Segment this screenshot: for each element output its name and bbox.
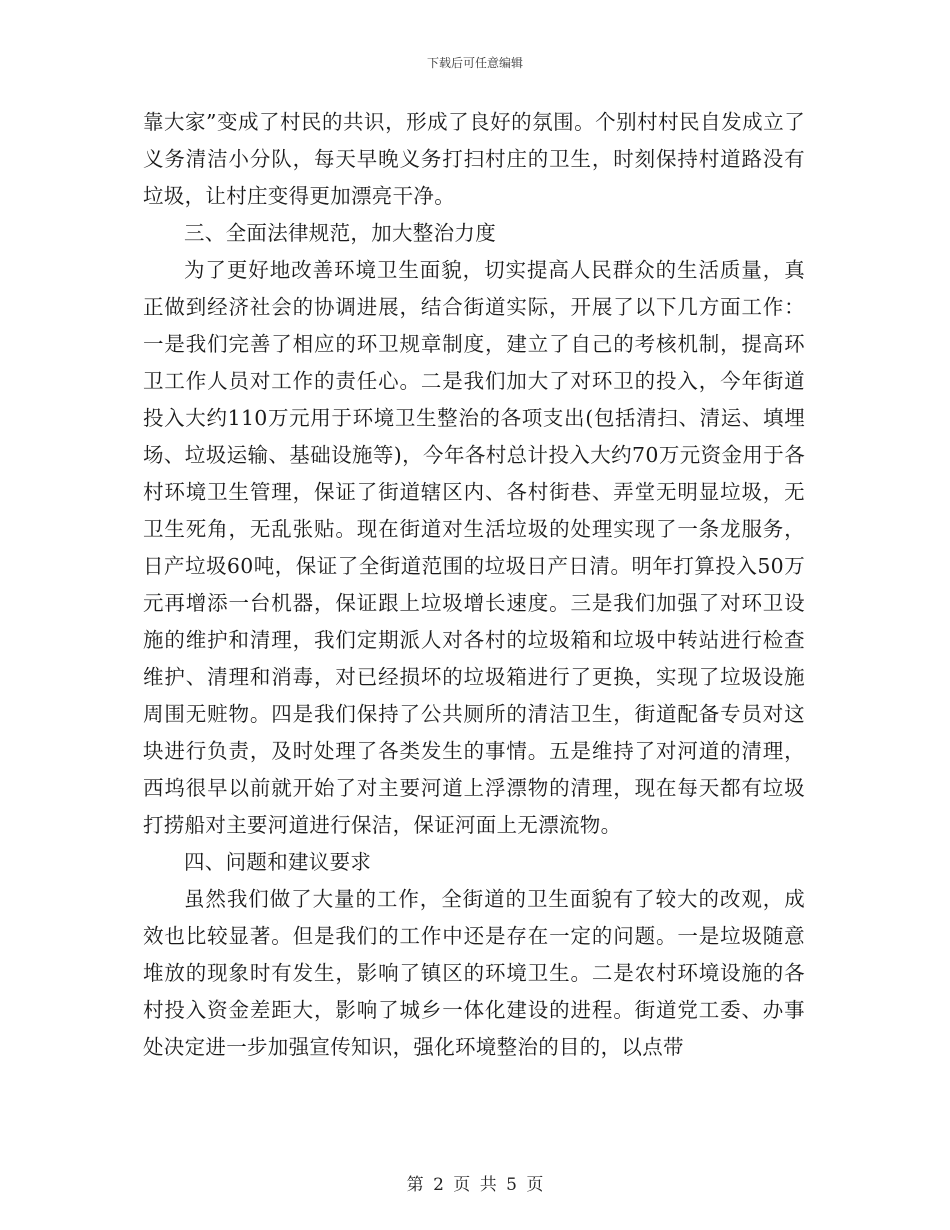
paragraph-village-consensus: 靠大家”变成了村民的共识，形成了良好的氛围。个别村村民自发成立了义务清洁小分队，每天早晚义务打扫村庄的卫生，时刻保持村道路没有垃圾，让村庄变得更加漂亮干净。 xyxy=(143,110,805,208)
paragraph-sanitation-measures: 为了更好地改善环境卫生面貌，切实提高人民群众的生活质量，真正做到经济社会的协调进展，结合街道实际，开展了以下几方面工作：一是我们完善了相应的环卫规章制度，建立了自己的考核机制，提高环卫工作人员对工作的责任心。二是我们加大了对环卫的投入，今年街道投入大约110万元用于环境卫生整治的各项支出(包括清扫、清运、填埋场、垃圾运输、基础设施等)，今年各村总计投入大约70万元资金用于各村环境卫生管理，保证了街道辖区内、各村街巷、弄堂无明显垃圾，无卫生死角，无乱张贴。现在街道对生活垃圾的处理实现了一条龙服务，日产垃圾60吨，保证了全街道范围的垃圾日产日清。明年打算投入50万元再增添一台机器，保证跟上垃圾增长速度。三是我们加强了对环卫设施的维护和清理，我们定期派人对各村的垃圾箱和垃圾中转站进行检查维护、清理和消毒，对已经损坏的垃圾箱进行了更换，实现了垃圾设施周围无赃物。四是我们保持了公共厕所的清洁卫生，街道配备专员对这块进行负责，及时处理了各类发生的事情。五是维持了对河道的清理，西坞很早以前就开始了对主要河道上浮漂物的清理，现在每天都有垃圾打捞船对主要河道进行保洁，保证河面上无漂流物。 xyxy=(143,258,805,837)
section-heading-3: 三、全面法律规范，加大整治力度 xyxy=(184,221,496,245)
page-header-note: 下载后可任意编辑 xyxy=(426,56,523,70)
page-number-footer: 第 2 页 共 5 页 xyxy=(406,1175,544,1195)
paragraph-problems: 虽然我们做了大量的工作，全街道的卫生面貌有了较大的改观，成效也比较显著。但是我们的工作中还是存在一定的问题。一是垃圾随意堆放的现象时有发生，影响了镇区的环境卫生。二是农村环境设施的各村投入资金差距大，影响了城乡一体化建设的进程。街道党工委、办事处决定进一步加强宣传知识，强化环境整治的目的，以点带 xyxy=(143,887,805,1059)
document-body xyxy=(143,104,805,1066)
section-heading-4: 四、问题和建议要求 xyxy=(184,850,372,874)
